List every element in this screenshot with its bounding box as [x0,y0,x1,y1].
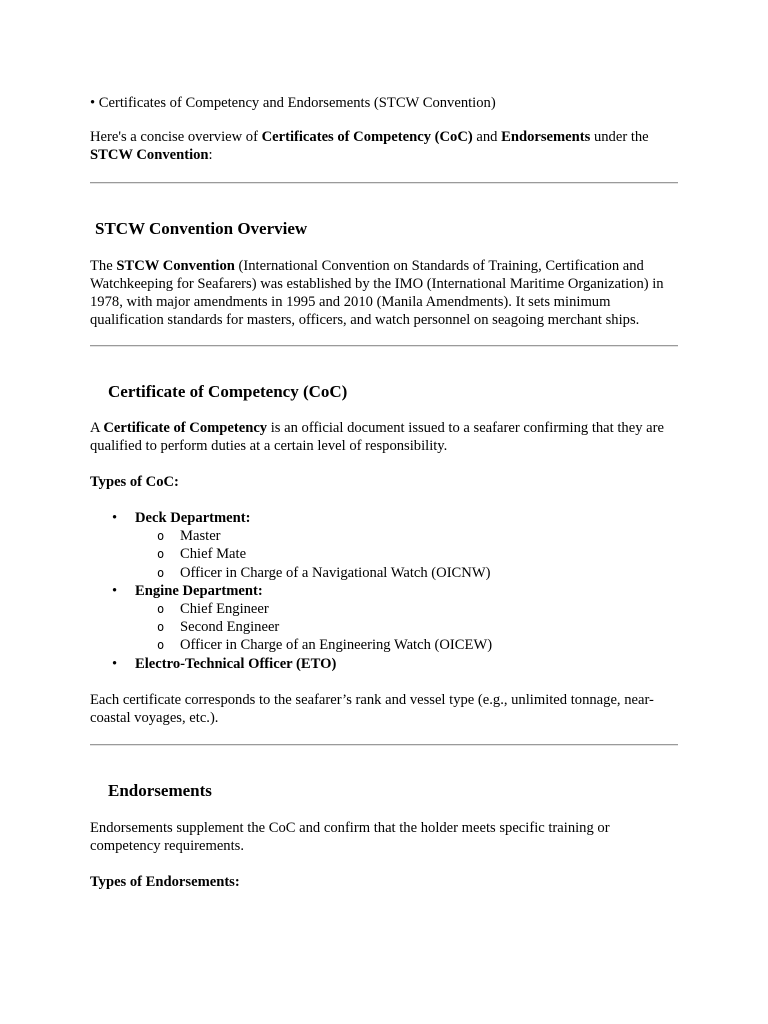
intro-bold-endorsements: Endorsements [501,129,591,145]
coc-types-label [90,473,680,491]
stcw-overview-paragraph [90,257,680,329]
intro-paragraph [90,128,680,164]
sublist-item-label: Officer in Charge of a Navigational Watch (OICNW) [180,564,491,581]
section-heading-coc: Certificate of Competency (CoC) [108,382,348,401]
circle-bullet-icon: o [157,529,165,544]
engine-sublist [135,600,680,655]
circle-bullet-icon: o [157,638,165,653]
endorsements-types-label [90,873,680,891]
list-item-label: Electro-Technical Officer (ETO) [135,655,337,672]
sublist-item [135,636,680,654]
sublist-item [135,564,680,582]
paragraph-text: is an official document issued to a seafarer confirming that they are qualified to perform duties at a certain level of responsibility. [90,420,664,454]
paragraph-text: (International Convention on Standards of Training, Certification and Watchkeeping for Seafarers) was established by the IMO (International Maritime Organization) in 1978, with major amendments in 1995 and 2010 (Manila Amendments). It sets minimum qualification standards for masters, officers, and watch personnel on seagoing merchant ships. [90,258,664,328]
sublist-item [135,545,680,563]
paragraph-text: A [90,420,104,436]
sublist-item [135,527,680,545]
divider [90,182,678,184]
list-item [90,582,680,655]
sublist-item-label: Second Engineer [180,619,280,636]
deck-sublist [135,527,680,582]
sublist-item-label: Master [180,528,221,545]
coc-closing-paragraph: Each certificate corresponds to the seafarer’s rank and vessel type (e.g., unlimited tonnage, near-coastal voyages, etc.). [90,692,654,726]
endorsements-paragraph: Endorsements supplement the CoC and confirm that the holder meets specific training or competency requirements. [90,820,610,854]
bullet-icon: • [112,510,118,526]
sublist-item [135,600,680,618]
sublist-item-label: Chief Engineer [180,601,269,618]
types-label-text: Types of CoC: [90,474,179,490]
list-item [90,509,680,582]
intro-text: Here's a concise overview of [90,129,262,145]
section-heading-endorsements: Endorsements [108,781,212,800]
divider [90,345,678,347]
intro-text: and [472,129,502,145]
list-item [90,655,680,673]
circle-bullet-icon: o [157,620,165,635]
sublist-item-label: Chief Mate [180,546,247,563]
list-item-label: Deck Department: [135,510,251,526]
bullet-icon: • [112,582,118,599]
coc-types-list [90,509,680,673]
intro-bold-coc: Certificates of Competency (CoC) [261,129,473,145]
circle-bullet-icon: o [157,602,165,617]
intro-text: under the [590,129,649,145]
circle-bullet-icon: o [157,547,165,562]
paragraph-text: The [90,258,117,274]
sublist-item-label: Officer in Charge of an Engineering Watch (OICEW) [180,637,493,654]
divider [90,744,678,746]
intro-text: : [208,147,213,163]
sublist-item [135,618,680,636]
bullet-icon: • [112,655,118,672]
coc-paragraph [90,419,680,455]
paragraph-bold: Certificate of Competency [103,420,268,436]
intro-bold-stcw: STCW Convention [90,147,209,163]
circle-bullet-icon: o [157,565,165,580]
types-label-text: Types of Endorsements: [90,874,240,890]
list-item-label: Engine Department: [135,582,263,599]
section-heading-stcw-overview: STCW Convention Overview [95,219,308,238]
document-top-line: • Certificates of Competency and Endorsements (STCW Convention) [90,95,496,111]
paragraph-bold: STCW Convention [116,258,235,274]
